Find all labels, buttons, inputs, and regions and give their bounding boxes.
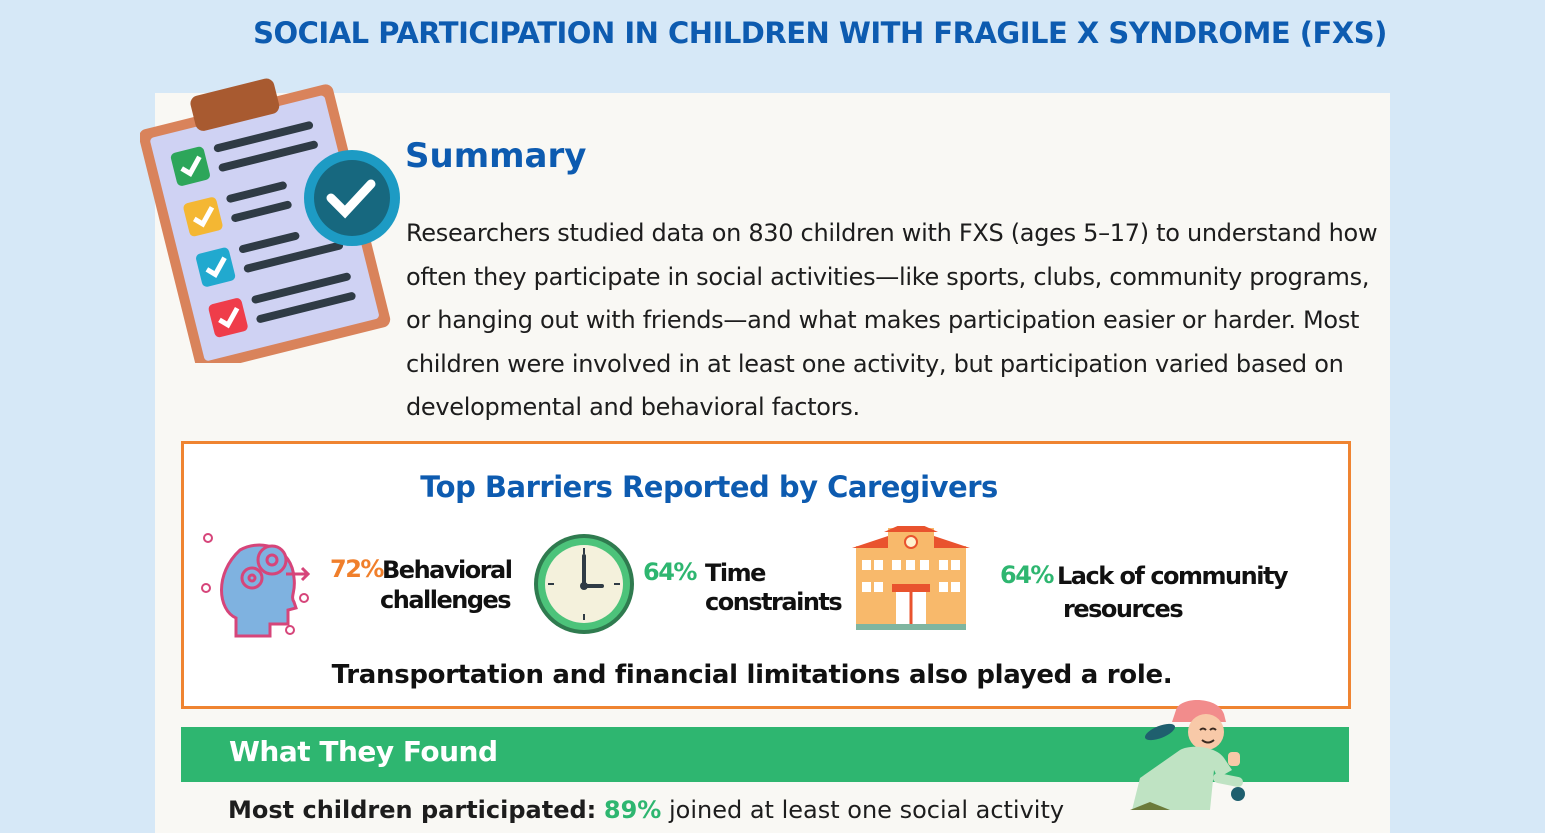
barrier-pct-behavioral: 72% [330,555,383,583]
head-gears-icon [200,530,316,640]
barrier-label-community-1: Lack of community [1057,562,1288,590]
barriers-note: Transportation and financial limitations also played a role. [331,660,1173,690]
page-title: SOCIAL PARTICIPATION IN CHILDREN WITH FRAGILE X SYNDROME (FXS) [253,16,1387,50]
checklist-clipboard-icon [140,68,402,363]
summary-heading: Summary [405,136,587,176]
barrier-label-time-1: Time [705,559,765,587]
community-building-icon [852,526,970,630]
found-heading: What They Found [229,735,498,768]
barrier-label-community-2: resources [1063,595,1183,623]
found-first-item [228,796,1064,824]
barrier-label-behavioral-2: challenges [380,586,511,614]
barrier-pct-time: 64% [643,558,696,586]
barrier-label-time-2: constraints [705,588,842,616]
summary-text: Researchers studied data on 830 children with FXS (ages 5–17) to understand how often they participate in social activities—like sports, clubs, community programs, or hanging out with friends—and what makes participation easier or harder. Most children were involved in at least one activity, but participation varied based on developmental and behavioral factors. [406,219,1378,421]
barriers-panel [181,441,1351,709]
clock-icon [532,532,636,636]
child-cycling-icon [1110,698,1260,810]
barrier-label-behavioral-1: Behavioral [382,556,512,584]
barriers-heading: Top Barriers Reported by Caregivers [420,470,998,504]
barrier-pct-community: 64% [1000,561,1053,589]
found-first-pct: 89% [603,796,662,824]
found-first-label: Most children participated: [228,796,597,824]
found-first-rest: joined at least one social activity [668,796,1065,824]
